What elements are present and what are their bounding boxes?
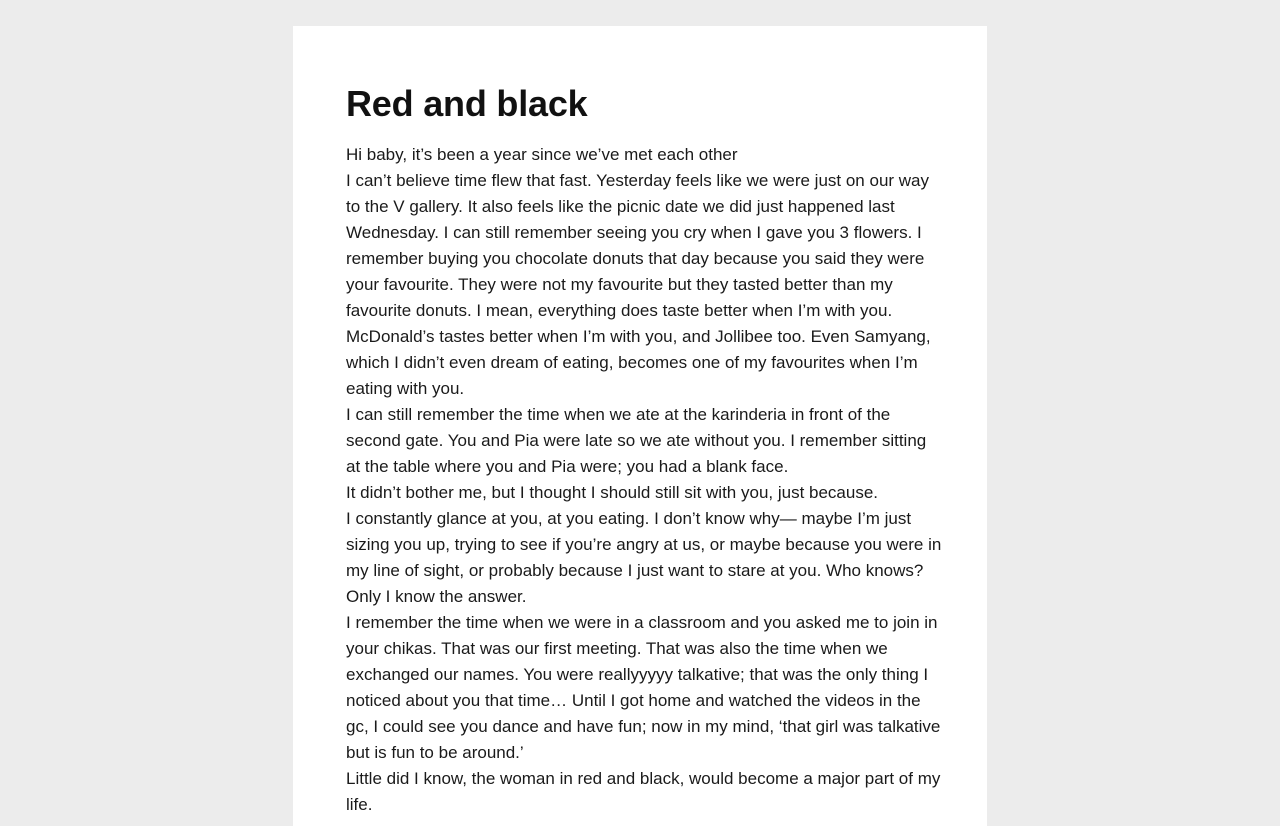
article-content bbox=[346, 26, 942, 818]
paragraph: It didn’t bother me, but I thought I should still sit with you, just because. bbox=[346, 483, 879, 502]
paragraph: I constantly glance at you, at you eating. I don’t know why— maybe I’m just sizing you up, trying to see if you’re angry at us, or maybe because you were in my line of sight, or probably because I just want to stare at you. Who knows? Only I know the answer. bbox=[346, 509, 942, 606]
article-page bbox=[293, 26, 987, 826]
article-title: Red and black bbox=[346, 83, 588, 124]
paragraph: Little did I know, the woman in red and black, would become a major part of my life. bbox=[346, 769, 941, 814]
paragraph: Hi baby, it’s been a year since we’ve met each other bbox=[346, 145, 738, 164]
paragraph: I remember the time when we were in a classroom and you asked me to join in your chikas. That was our first meeting. That was also the time when we exchanged our names. You were reallyyyyy talkative; that was the only thing I noticed about you that time… Until I got home and watched the videos in the gc, I could see you dance and have fun; now in my mind, ‘that girl was talkative but is fun to be around.’ bbox=[346, 613, 941, 762]
paragraph: I can’t believe time flew that fast. Yesterday feels like we were just on our way to the V gallery. It also feels like the picnic date we did just happened last Wednesday. I can still remember seeing you cry when I gave you 3 flowers. I remember buying you chocolate donuts that day because you said they were your favourite. They were not my favourite but they tasted better than my favourite donuts. I mean, everything does taste better when I’m with you. McDonald’s tastes better when I’m with you, and Jollibee too. Even Samyang, which I didn’t even dream of eating, becomes one of my favourites when I’m eating with you. bbox=[346, 171, 931, 398]
article-body bbox=[346, 142, 942, 818]
paragraph: I can still remember the time when we ate at the karinderia in front of the second gate. You and Pia were late so we ate without you. I remember sitting at the table where you and Pia were; you had a blank face. bbox=[346, 405, 927, 476]
